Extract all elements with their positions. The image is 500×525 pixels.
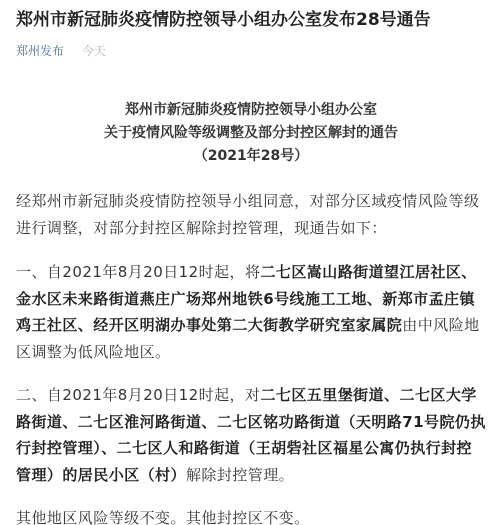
notice-header-number: （2021年28号） [193, 148, 309, 164]
article-title: 郑州市新冠肺炎疫情防控领导小组办公室发布28号通告 [16, 10, 431, 30]
item-one-suffix: 由中风险地区调整为低风险地区。 [16, 316, 480, 361]
item-two-prefix: 二、自2021年8月20日12时起，对 [16, 386, 261, 404]
item-two-suffix: 解除封控管理。 [185, 465, 295, 484]
item-two-paragraph [16, 382, 486, 488]
notice-header-subject: 关于疫情风险等级调整及部分封控区解封的通告 [104, 125, 398, 141]
publish-time: 今天 [81, 44, 106, 58]
article-meta [16, 43, 486, 59]
item-two-areas: 二七区五里堡街道、二七区大学路街道、二七区淮河路街道、二七区铭功路街道（天明路71号院仍执行封控管理）、二七区人和路街道（王胡砦社区福星公寓仍执行封控管理）的居民小区（村） [16, 386, 486, 484]
intro-paragraph: 经郑州市新冠肺炎疫情防控领导小组同意，对部分区域疫情风险等级进行调整，对部分封控区解除封控管理，现通告如下： [16, 192, 480, 237]
notice-header [16, 99, 486, 168]
item-one-areas: 二七区嵩山路街道望江居社区、金水区未来路街道燕庄广场郑州地铁6号线施工工地、新郑市孟庄镇鸡王社区、经开区明湖办事处第二大街教学研究室家属院 [16, 263, 477, 334]
item-one-paragraph [16, 259, 486, 365]
account-name-link[interactable]: 郑州发布 [16, 44, 65, 58]
closing-paragraph: 其他地区风险等级不变。其他封控区不变。 [16, 509, 310, 525]
notice-header-issuer: 郑州市新冠肺炎疫情防控领导小组办公室 [125, 102, 377, 118]
item-one-prefix: 一、自2021年8月20日12时起，将 [16, 263, 261, 281]
